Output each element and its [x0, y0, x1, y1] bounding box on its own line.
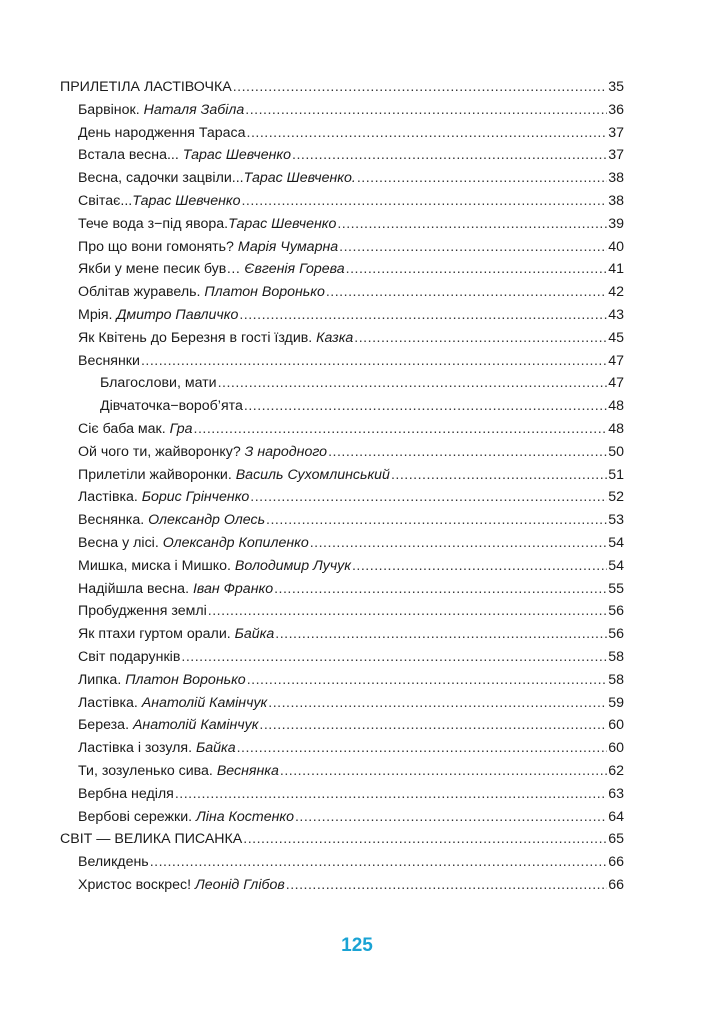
- toc-entry-title: [78, 737, 236, 760]
- toc-entry: [60, 350, 624, 373]
- dot-leader: [326, 281, 607, 304]
- entry-page-number: 47: [608, 375, 624, 392]
- entry-title-text: Якби у мене песик був…: [78, 261, 245, 278]
- toc-entry-title: [78, 99, 244, 122]
- entry-page-number: 37: [608, 147, 624, 164]
- dot-leader: [233, 76, 608, 99]
- toc-entry: [60, 760, 624, 783]
- entry-title-text: Великдень: [78, 854, 149, 871]
- entry-author: Тарас Шевченко: [132, 192, 241, 209]
- entry-page-number: 66: [608, 854, 624, 871]
- toc-entry: [60, 99, 624, 122]
- toc-entry: [60, 258, 624, 281]
- toc-entry-title: [78, 714, 258, 737]
- dot-leader: [286, 874, 607, 897]
- entry-title-text: Прилетіли жайворонки.: [78, 466, 236, 483]
- dot-leader: [274, 578, 607, 601]
- dot-leader: [346, 258, 608, 281]
- entry-page-number: 63: [608, 785, 624, 802]
- entry-title-text: Пробудження землі: [78, 603, 207, 620]
- toc-entry-title: [78, 281, 325, 304]
- entry-page-number: 54: [608, 534, 624, 551]
- dot-leader: [239, 304, 607, 327]
- entry-title-text: Встала весна...: [78, 147, 183, 164]
- entry-title-text: Христос воскрес!: [78, 876, 195, 893]
- entry-title-text: Як птахи гуртом орали.: [78, 626, 235, 643]
- toc-entry-title: [78, 783, 174, 806]
- dot-leader: [250, 486, 607, 509]
- toc-entry-title: [78, 692, 267, 715]
- dot-leader: [328, 441, 607, 464]
- toc-entry-title: [78, 190, 240, 213]
- toc-section-heading: [60, 828, 624, 851]
- toc-entry-title: [78, 874, 285, 897]
- toc-entry: [60, 213, 624, 236]
- entry-title-text: Ой чого ти, жайворонку?: [78, 443, 245, 460]
- toc-entry: [60, 418, 624, 441]
- entry-author: Євгенія Горева: [244, 261, 345, 278]
- entry-author: З народного: [244, 443, 328, 460]
- entry-title-text: Барвінок.: [78, 101, 144, 118]
- toc-entry-title: [78, 555, 351, 578]
- toc-entry: [60, 692, 624, 715]
- toc-entry-title: [78, 464, 390, 487]
- entry-page-number: 54: [608, 557, 624, 574]
- entry-title-text: День народження Тараса: [78, 124, 246, 141]
- entry-author: Олександр Олесь: [148, 512, 266, 529]
- dot-leader: [150, 851, 608, 874]
- toc-entry-title: [78, 760, 279, 783]
- entry-author: Байка: [195, 740, 236, 757]
- entry-author: Тарас Шевченко: [182, 147, 292, 164]
- entry-title-text: Дівчаточка−вороб’ята: [100, 398, 243, 415]
- dot-leader: [337, 213, 607, 236]
- entry-title-text: Береза.: [78, 717, 133, 734]
- entry-title-text: Веснянки: [78, 352, 140, 369]
- toc-entry-title: [78, 350, 140, 373]
- dot-leader: [268, 692, 607, 715]
- entry-author: Тарас Шевченко.: [243, 170, 356, 187]
- toc-entry-title: [78, 669, 246, 692]
- entry-page-number: 66: [608, 876, 624, 893]
- entry-page-number: 40: [608, 238, 624, 255]
- entry-page-number: 42: [608, 284, 624, 301]
- entry-page-number: 38: [608, 192, 624, 209]
- dot-leader: [241, 190, 607, 213]
- entry-page-number: 60: [608, 740, 624, 757]
- entry-page-number: 64: [608, 808, 624, 825]
- toc-entry: [60, 509, 624, 532]
- toc-entry-title: [60, 76, 232, 99]
- entry-title-text: Як Квітень до Березня в гості їздив.: [78, 329, 317, 346]
- toc-entry-title: [78, 258, 345, 281]
- entry-title-text: Тече вода з−під явора.: [78, 215, 229, 232]
- entry-page-number: 50: [608, 443, 624, 460]
- toc-entry: [60, 122, 624, 145]
- entry-page-number: 48: [608, 420, 624, 437]
- dot-leader: [292, 144, 607, 167]
- toc-entry: [60, 304, 624, 327]
- dot-leader: [357, 167, 607, 190]
- toc-entry: [60, 464, 624, 487]
- dot-leader: [237, 737, 608, 760]
- entry-page-number: 35: [608, 79, 624, 95]
- entry-title-text: Веснянка.: [78, 512, 149, 529]
- entry-title-text: Світ подарунків: [78, 648, 181, 665]
- entry-title-text: Ластівка.: [78, 489, 142, 506]
- toc-entry-title: [78, 623, 274, 646]
- toc-entry-title: [60, 828, 242, 851]
- entry-author: Ліна Костенко: [196, 808, 294, 825]
- entry-author: Наталя Забіла: [143, 101, 245, 118]
- entry-author: Казка: [316, 329, 354, 346]
- toc-entry: [60, 555, 624, 578]
- entry-page-number: 55: [608, 580, 624, 597]
- toc-entry-title: [78, 509, 265, 532]
- table-of-contents: [60, 76, 624, 897]
- toc-entry: [60, 714, 624, 737]
- toc-entry-title: [78, 806, 294, 829]
- toc-entry: [60, 167, 624, 190]
- toc-entry-title: [78, 304, 238, 327]
- toc-entry: [60, 623, 624, 646]
- dot-leader: [181, 646, 607, 669]
- entry-page-number: 65: [608, 831, 624, 848]
- toc-entry-title: [78, 167, 356, 190]
- toc-entry-title: [78, 532, 309, 555]
- toc-entry-title: [100, 372, 217, 395]
- dot-leader: [391, 464, 607, 487]
- entry-page-number: 47: [608, 352, 624, 369]
- entry-author: Тарас Шевченко: [228, 215, 337, 232]
- entry-title-text: Ластівка.: [78, 694, 142, 711]
- dot-leader: [266, 509, 607, 532]
- dot-leader: [218, 372, 608, 395]
- entry-page-number: 43: [608, 306, 624, 323]
- entry-page-number: 58: [608, 648, 624, 665]
- toc-entry: [60, 737, 624, 760]
- dot-leader: [247, 669, 608, 692]
- entry-page-number: 60: [608, 717, 624, 734]
- dot-leader: [259, 714, 607, 737]
- toc-entry-title: [78, 236, 338, 259]
- toc-entry-title: [78, 144, 291, 167]
- entry-title-text: Про що вони гомонять?: [78, 238, 238, 255]
- toc-entry: [60, 874, 624, 897]
- entry-page-number: 59: [608, 694, 624, 711]
- dot-leader: [352, 555, 607, 578]
- entry-title-text: Вербна неділя: [78, 785, 174, 802]
- entry-title-text: Мрія.: [78, 306, 117, 323]
- entry-title-text: Ти, зозуленько сива.: [78, 762, 217, 779]
- entry-author: Веснянка: [216, 762, 279, 779]
- toc-entry: [60, 806, 624, 829]
- toc-entry-title: [78, 646, 180, 669]
- entry-author: Байка: [234, 626, 275, 643]
- dot-leader: [175, 783, 607, 806]
- entry-title-text: ПРИЛЕТІЛА ЛАСТІВОЧКА: [60, 79, 232, 95]
- entry-title-text: Весна у лісі.: [78, 534, 163, 551]
- dot-leader: [245, 99, 607, 122]
- toc-entry: [60, 669, 624, 692]
- toc-entry: [60, 395, 624, 418]
- entry-title-text: Весна, садочки зацвіли...: [78, 170, 244, 187]
- entry-author: Леонід Глібов: [194, 876, 285, 893]
- entry-page-number: 53: [608, 512, 624, 529]
- entry-page-number: 51: [608, 466, 624, 483]
- dot-leader: [310, 532, 607, 555]
- entry-title-text: Липка.: [78, 671, 126, 688]
- entry-page-number: 39: [608, 215, 624, 232]
- toc-entry-title: [78, 213, 336, 236]
- toc-entry: [60, 783, 624, 806]
- entry-page-number: 37: [608, 124, 624, 141]
- toc-entry-title: [78, 600, 207, 623]
- entry-title-text: Вербові сережки.: [78, 808, 197, 825]
- toc-entry: [60, 236, 624, 259]
- toc-entry: [60, 190, 624, 213]
- dot-leader: [280, 760, 607, 783]
- dot-leader: [295, 806, 607, 829]
- toc-entry: [60, 578, 624, 601]
- dot-leader: [141, 350, 607, 373]
- entry-title-text: СВІТ — ВЕЛИКА ПИСАНКА: [60, 831, 243, 848]
- entry-author: Платон Воронько: [204, 284, 325, 301]
- dot-leader: [243, 828, 607, 851]
- toc-entry: [60, 144, 624, 167]
- toc-entry: [60, 851, 624, 874]
- toc-entry: [60, 441, 624, 464]
- entry-page-number: 56: [608, 626, 624, 643]
- entry-author: Іван Франко: [192, 580, 274, 597]
- entry-page-number: 56: [608, 603, 624, 620]
- toc-entry: [60, 486, 624, 509]
- page-number: 125: [341, 935, 373, 956]
- entry-author: Олександр Копиленко: [162, 534, 309, 551]
- toc-entry-title: [78, 418, 193, 441]
- entry-page-number: 45: [608, 329, 624, 346]
- entry-title-text: Сіє баба мак.: [78, 420, 170, 437]
- entry-author: Дмитро Павличко: [116, 306, 239, 323]
- entry-author: Володимир Лучук: [234, 557, 351, 574]
- entry-title-text: Облітав журавель.: [78, 284, 205, 301]
- toc-entry: [60, 281, 624, 304]
- dot-leader: [244, 395, 607, 418]
- entry-author: Анатолій Камінчук: [132, 717, 259, 734]
- toc-entry-title: [100, 395, 243, 418]
- dot-leader: [247, 122, 608, 145]
- entry-page-number: 38: [608, 170, 624, 187]
- entry-author: Марія Чумарна: [237, 238, 339, 255]
- toc-entry: [60, 646, 624, 669]
- dot-leader: [208, 600, 607, 623]
- toc-entry-title: [78, 441, 327, 464]
- entry-title-text: Надійшла весна.: [78, 580, 193, 597]
- entry-page-number: 41: [608, 261, 624, 278]
- dot-leader: [354, 327, 607, 350]
- toc-entry-title: [78, 122, 246, 145]
- toc-entry: [60, 372, 624, 395]
- toc-entry-title: [78, 486, 249, 509]
- toc-section-heading: [60, 76, 624, 99]
- entry-page-number: 52: [608, 489, 624, 506]
- toc-entry-title: [78, 851, 149, 874]
- entry-title-text: Світає...: [78, 192, 133, 209]
- entry-page-number: 48: [608, 398, 624, 415]
- entry-page-number: 36: [608, 101, 624, 118]
- toc-entry: [60, 532, 624, 555]
- entry-title-text: Ластівка і зозуля.: [78, 740, 196, 757]
- entry-title-text: Мишка, миска і Мишко.: [78, 557, 235, 574]
- dot-leader: [339, 236, 607, 259]
- entry-author: Анатолій Камінчук: [141, 694, 268, 711]
- toc-entry: [60, 327, 624, 350]
- toc-entry-title: [78, 578, 273, 601]
- entry-title-text: Благослови, мати: [100, 375, 217, 392]
- entry-page-number: 58: [608, 671, 624, 688]
- entry-author: Василь Сухомлинський: [235, 466, 390, 483]
- toc-entry-title: [78, 327, 353, 350]
- toc-entry: [60, 600, 624, 623]
- entry-page-number: 62: [608, 762, 624, 779]
- entry-author: Борис Грінченко: [141, 489, 250, 506]
- dot-leader: [275, 623, 607, 646]
- entry-author: Гра: [169, 420, 193, 437]
- entry-author: Платон Воронько: [125, 671, 246, 688]
- dot-leader: [194, 418, 608, 441]
